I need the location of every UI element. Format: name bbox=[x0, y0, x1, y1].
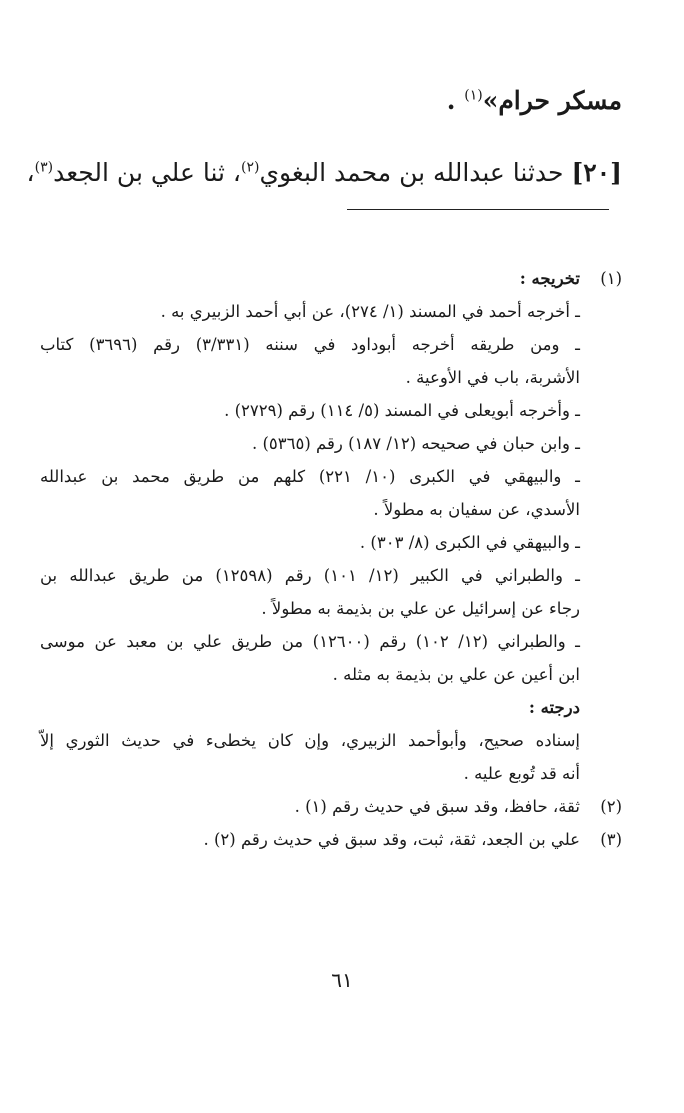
footnote-ref-3: (٣) bbox=[34, 159, 54, 176]
footnote-separator bbox=[347, 209, 609, 210]
footnote-line: ـ أخرجه أحمد في المسند (١/ ٢٧٤)، عن أبي أحمد الزبيري به . bbox=[160, 302, 580, 321]
footnote-line: ـ والطبراني في الكبير (١٢/ ١٠١) رقم (١٢٥٩٨) من طريق عبدالله بن bbox=[40, 566, 580, 585]
page-number: ٦١ bbox=[331, 968, 353, 992]
footnote-3 bbox=[40, 823, 622, 856]
footnote-line: ـ ومن طريقه أخرجه أبوداود في سننه (٣/٣٣١) رقم (٣٦٩٦) كتاب bbox=[40, 335, 581, 354]
footnotes bbox=[40, 262, 622, 856]
footnote-line: رجاء عن إسرائيل عن علي بن بذيمة به مطولاً . bbox=[261, 599, 580, 618]
hadith-number: [٢٠] bbox=[571, 158, 622, 187]
footnote-line: ـ والطبراني (١٢/ ١٠٢) رقم (١٢٦٠٠) من طريق علي بن معبد عن موسى bbox=[40, 632, 581, 651]
footnote-line: ـ وأخرجه أبويعلى في المسند (٥/ ١١٤) رقم (٢٧٢٩) . bbox=[224, 401, 580, 420]
footnote-heading: تخريجه : bbox=[519, 269, 580, 288]
footnote-heading: درجته : bbox=[528, 698, 580, 717]
footnote-line: ابن أعين عن علي بن بذيمة به مثله . bbox=[332, 665, 580, 684]
footnote-2 bbox=[40, 790, 622, 823]
main-text-fragment: مسكر حرام» bbox=[482, 86, 622, 115]
main-text-line-1 bbox=[40, 86, 622, 115]
main-text-fragment: ، bbox=[26, 158, 35, 187]
footnote-body: ثقة، حافظ، وقد سبق في حديث رقم (١) . bbox=[294, 797, 580, 816]
main-text-fragment: ، ثنا علي بن الجعد bbox=[53, 158, 241, 187]
footnote-1 bbox=[40, 262, 622, 790]
main-text-fragment: حدثنا عبدالله بن محمد البغوي bbox=[259, 158, 564, 187]
footnote-body bbox=[40, 262, 580, 790]
footnote-line: ـ وابن حبان في صحيحه (١٢/ ١٨٧) رقم (٥٣٦٥) . bbox=[251, 434, 580, 453]
footnote-line: أنه قد تُوبع عليه . bbox=[463, 764, 580, 783]
footnote-line: الأسدي، عن سفيان به مطولاً . bbox=[373, 500, 580, 519]
footnote-line: إسناده صحيح، وأبوأحمد الزبيري، وإن كان يخطىء في حديث الثوري إلاّ bbox=[40, 731, 580, 750]
footnote-number: (٢) bbox=[600, 797, 622, 816]
footnote-line: الأشربة، باب في الأوعية . bbox=[405, 368, 580, 387]
footnote-number: (١) bbox=[600, 269, 622, 288]
footnote-line: ـ والبيهقي في الكبرى (١٠/ ٢٢١) كلهم من طريق محمد بن عبدالله bbox=[40, 467, 581, 486]
footnote-body: علي بن الجعد، ثقة، ثبت، وقد سبق في حديث رقم (٢) . bbox=[203, 830, 580, 849]
footnote-ref-2: (٢) bbox=[240, 159, 260, 176]
main-text-fragment: . bbox=[446, 86, 456, 115]
footnote-ref-1: (١) bbox=[464, 87, 483, 104]
main-text-line-2 bbox=[26, 158, 622, 187]
footnote-line: ـ والبيهقي في الكبرى (٨/ ٣٠٣) . bbox=[359, 533, 580, 552]
footnote-number: (٣) bbox=[600, 830, 622, 849]
